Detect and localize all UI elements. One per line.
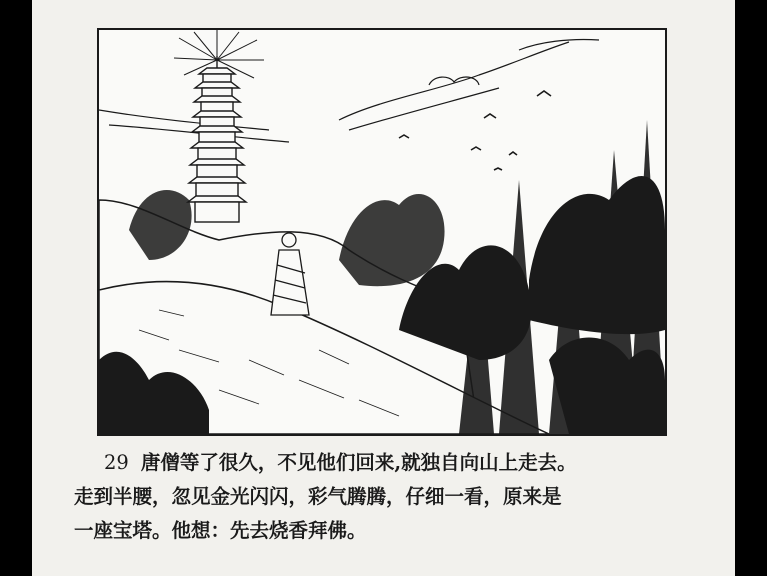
caption-line-1: 29 唐僧等了很久，不见他们回来,就独自向山上走去。 [104,451,577,474]
panel-number: 29 [104,451,129,474]
caption-line-3: 一座宝塔。他想：先去烧香拜佛。 [74,519,367,542]
ink-drawing [99,30,665,434]
birds [399,91,551,170]
pagoda [188,56,246,222]
illustration-panel [97,28,667,436]
comic-page [32,0,735,576]
caption-line-2: 走到半腰，忽见金光闪闪，彩气腾腾，仔细一看，原来是 [74,485,562,508]
clouds [99,39,599,142]
caption [74,446,694,548]
